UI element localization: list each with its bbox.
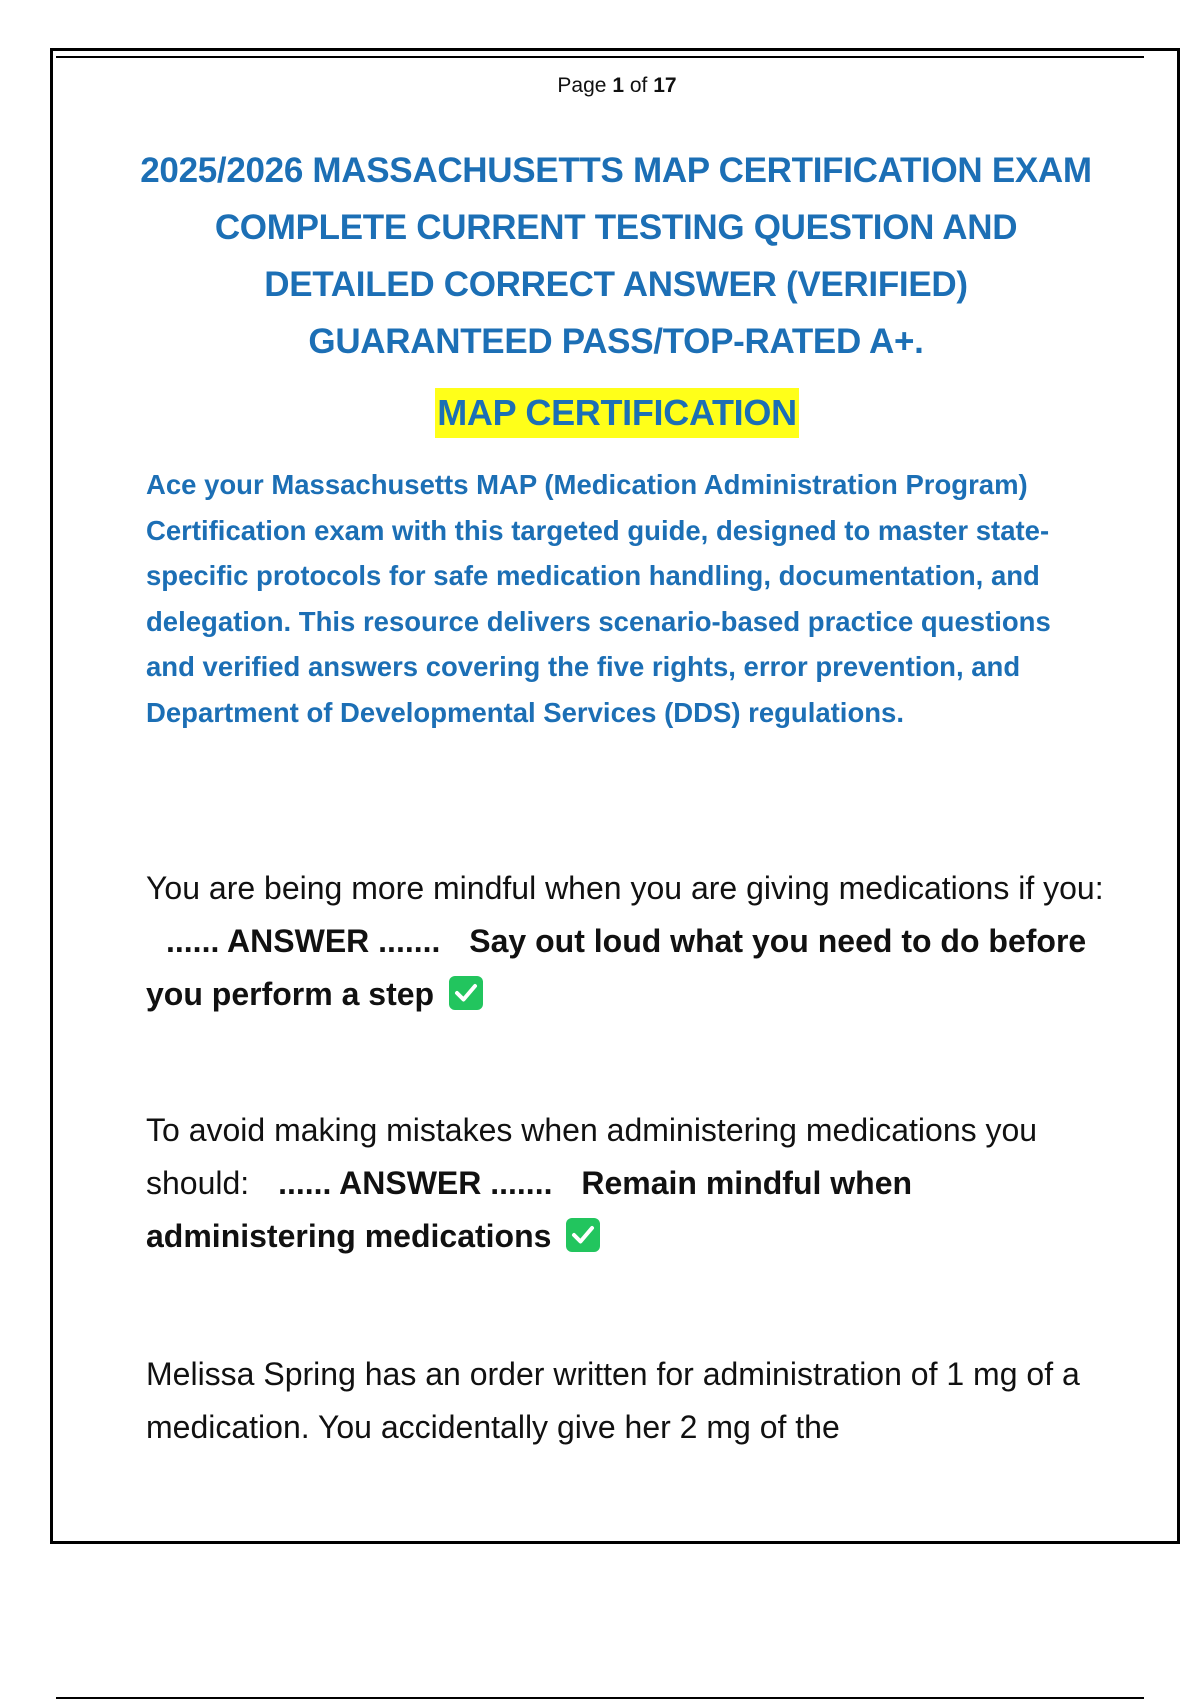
answer-text: Remain mindful when administering medications — [146, 1165, 913, 1254]
question-text: You are being more mindful when you are giving medications if you: — [146, 870, 1104, 906]
answer-text: Say out loud what you need to do before you perform a step — [146, 923, 1087, 1012]
question-block — [146, 862, 1106, 1021]
question-block — [146, 1104, 1106, 1263]
page-label: Page — [557, 74, 607, 97]
check-mark-button-icon — [566, 1218, 600, 1252]
answer-marker: ...... ANSWER ....... — [166, 923, 441, 959]
page-total: 17 — [653, 74, 677, 97]
page-current: 1 — [612, 74, 624, 97]
document-title: 2025/2026 MASSACHUSETTS MAP CERTIFICATION EXAM COMPLETE CURRENT TESTING QUESTION AND DETAILED CORRECT ANSWER (VERIFIED) GUARANTEED PASS/TOP-RATED A+. — [140, 151, 1092, 361]
answer-marker: ...... ANSWER ....... — [278, 1165, 553, 1201]
question-text: To avoid making mistakes when administering medications you should: — [146, 1112, 1038, 1201]
page-of-label: of — [629, 74, 648, 97]
next-page-rule — [56, 1697, 1144, 1699]
intro-paragraph: Ace your Massachusetts MAP (Medication Administration Program) Certification exam with this targeted guide, designed to master state-specific protocols for safe medication handling, documentation, and delegation. This resource delivers scenario-based practice questions and verified answers covering the five rights, error prevention, and Department of Developmental Services (DDS) regulations. — [146, 469, 1051, 728]
document-subtitle: MAP CERTIFICATION — [435, 388, 799, 438]
question-block — [146, 1348, 1106, 1454]
page-indicator — [0, 74, 1200, 98]
question-text: Melissa Spring has an order written for administration of 1 mg of a medication. You accidentally give her 2 mg of the — [146, 1356, 1080, 1445]
header-rule — [56, 56, 1144, 58]
subtitle-container — [0, 388, 1200, 438]
check-mark-button-icon — [449, 976, 483, 1010]
